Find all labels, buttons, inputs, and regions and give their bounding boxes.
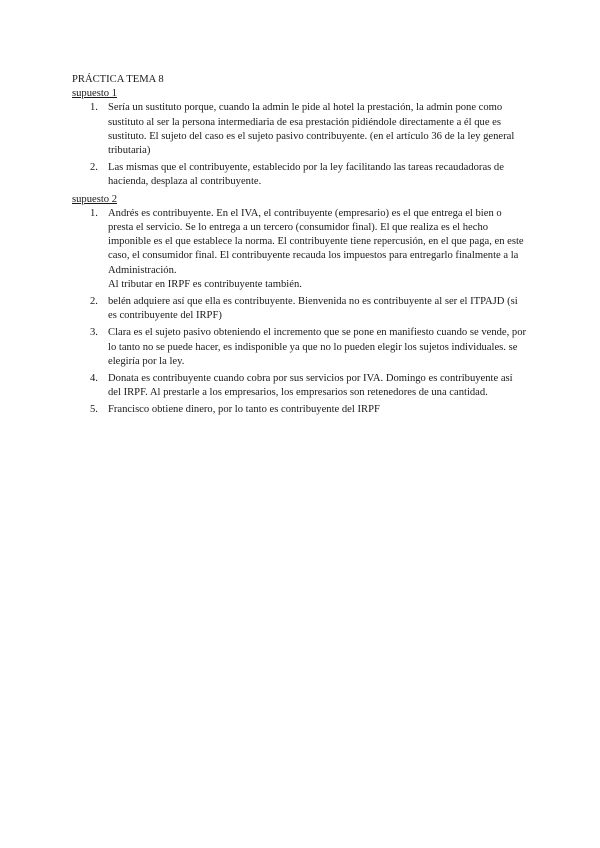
list-item-text: Sería un sustituto porque, cuando la admin le pide al hotel la prestación, la admin pone como sustituto al ser la persona intermediaria de esa prestación pidiéndole directamente a él que es sustituto. El sujeto del caso es el sujeto pasivo contribuyente. (en el artículo 36 de la ley general tributaria) (108, 102, 515, 157)
list-item (72, 161, 527, 189)
list-item (72, 372, 527, 400)
list-item-extra-line: Al tributar en IRPF es contribuyente también. (108, 278, 302, 290)
list-item-number: 1. (90, 207, 98, 219)
list-item-text: Las mismas que el contribuyente, establecido por la ley facilitando las tareas recaudadoras de hacienda, desplaza al contribuyente. (108, 162, 504, 188)
list-item-number: 5. (90, 404, 98, 416)
list-item (72, 101, 527, 158)
list-item-text: Andrés es contribuyente. En el IVA, el contribuyente (empresario) es el que entrega el bien o presta el servicio. Se lo entrega a un tercero (consumidor final). El que realiza es el hecho imponible es el que establece la norma. El contribuyente tiene repercusión, en el que paga, en este caso, el consumidor final. El contribuyente recauda los impuestos para entregarlo finalmente a la Administración. (108, 207, 524, 276)
list-item (72, 403, 527, 417)
list-item-text: Clara es el sujeto pasivo obteniendo el incremento que se pone en manifiesto cuando se vende, por lo tanto no se puede hacer, es indisponible ya que no lo pueden elegir los sujetos individuales. se elegiría por la ley. (108, 327, 527, 367)
list-item (72, 295, 527, 323)
supuesto-2-list (72, 207, 527, 418)
list-item (72, 326, 527, 369)
document-title: PRÁCTICA TEMA 8 (72, 74, 164, 85)
section-heading-supuesto-2: supuesto 2 (72, 193, 118, 205)
section-heading-supuesto-1: supuesto 1 (72, 88, 118, 100)
list-item-number: 4. (90, 373, 98, 385)
document-body (72, 73, 527, 421)
list-item-number: 3. (90, 327, 98, 339)
list-item-number: 2. (90, 162, 98, 174)
list-item-number: 1. (90, 102, 98, 114)
list-item-number: 2. (90, 296, 98, 308)
supuesto-1-list (72, 101, 527, 189)
list-item-text: Francisco obtiene dinero, por lo tanto es contribuyente del IRPF (108, 404, 380, 416)
list-item-text: Donata es contribuyente cuando cobra por sus servicios por IVA. Domingo es contribuyente así del IRPF. Al prestarle a los empresarios, los empresarios son retenedores de una cantidad. (108, 373, 513, 399)
list-item-text: belén adquiere así que ella es contribuyente. Bienvenida no es contribuyente al ser el ITPAJD (si es contribuyente del IRPF) (108, 296, 518, 322)
list-item (72, 207, 527, 292)
